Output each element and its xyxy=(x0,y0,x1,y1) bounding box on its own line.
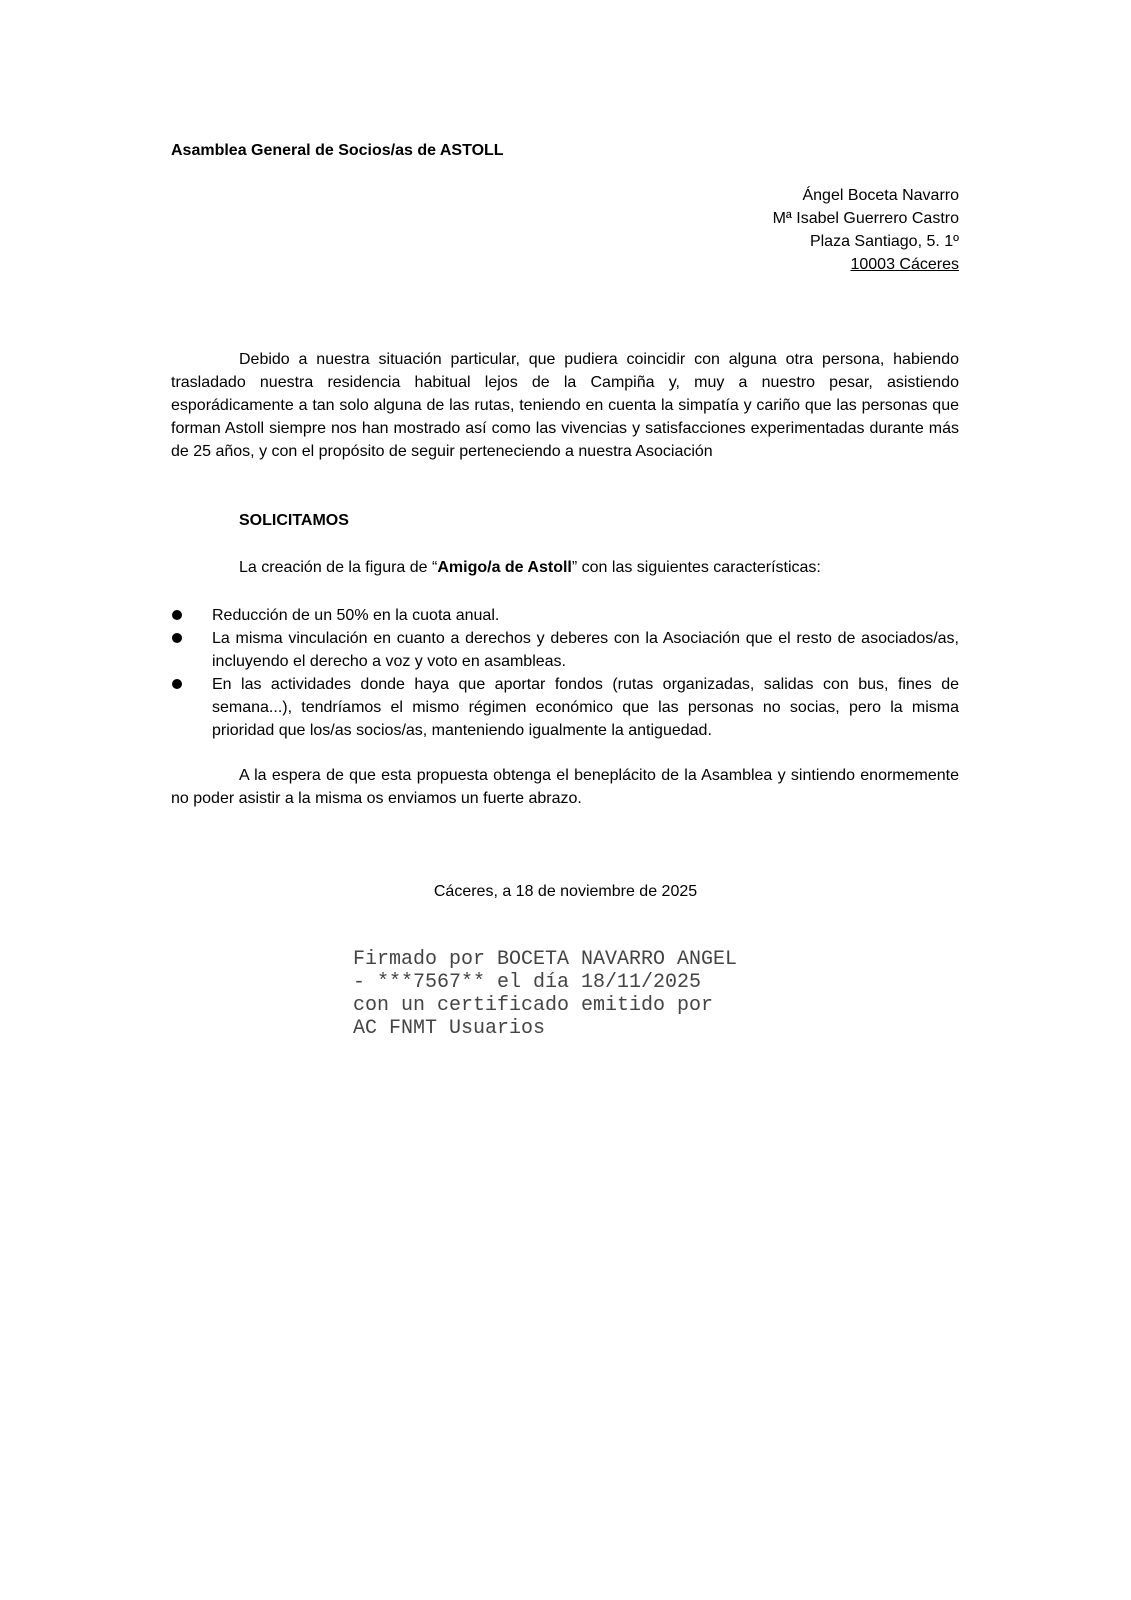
list-item-text: Reducción de un 50% en la cuota anual. xyxy=(212,607,500,624)
addressee-heading: Asamblea General de Socios/as de ASTOLL xyxy=(171,142,504,159)
request-heading: SOLICITAMOS xyxy=(239,512,349,529)
sender-name-1: Ángel Boceta Navarro xyxy=(802,187,959,204)
lead-text-before: La creación de la figura de “ xyxy=(239,559,438,576)
lead-text-after: ” con las siguientes características: xyxy=(571,559,821,576)
signature-line: Firmado por BOCETA NAVARRO ANGEL xyxy=(353,948,738,971)
signature-line: - ***7567** el día 18/11/2025 xyxy=(353,971,702,994)
bullet-dot-icon xyxy=(172,610,182,620)
bullet-dot-icon xyxy=(172,679,182,689)
sender-name-2: Mª Isabel Guerrero Castro xyxy=(772,210,959,227)
list-item xyxy=(171,604,959,627)
sender-city: 10003 Cáceres xyxy=(850,256,959,273)
bullet-dot-icon xyxy=(172,633,182,643)
sender-street: Plaza Santiago, 5. 1º xyxy=(809,233,959,250)
closing-paragraph: A la espera de que esta propuesta obtenga el beneplácito de la Asamblea y sintiendo enormemente no poder asistir a la misma os enviamos un fuerte abrazo. xyxy=(171,767,959,807)
lead-text-bold: Amigo/a de Astoll xyxy=(437,559,572,576)
request-lead-sentence xyxy=(239,556,821,579)
list-item xyxy=(171,673,959,742)
list-item-text: La misma vinculación en cuanto a derechos y deberes con la Asociación que el resto de asociados/as, incluyendo el derecho a voz y voto en asambleas. xyxy=(212,630,959,670)
intro-paragraph: Debido a nuestra situación particular, que pudiera coincidir con alguna otra persona, habiendo trasladado nuestra residencia habitual lejos de la Campiña y, muy a nuestro pesar, asistiendo esporádicamente a tan solo alguna de las rutas, teniendo en cuenta la simpatía y cariño que las personas que forman Astoll siempre nos han mostrado así como las vivencias y satisfacciones experimentadas durante más de 25 años, y con el propósito de seguir perteneciendo a nuestra Asociación xyxy=(171,351,959,460)
signature-line: con un certificado emitido por xyxy=(353,994,714,1017)
list-item xyxy=(171,627,959,673)
signature-line: AC FNMT Usuarios xyxy=(353,1017,546,1040)
digital-signature-stamp xyxy=(353,948,737,1040)
sender-address-block xyxy=(773,184,959,276)
list-item-text: En las actividades donde haya que aportar fondos (rutas organizadas, salidas con bus, fines de semana...), tendríamos el mismo régimen económico que las personas no socias, pero la misma prioridad que los/as socios/as, manteniendo igualmente la antiguedad. xyxy=(212,676,959,739)
place-and-date: Cáceres, a 18 de noviembre de 2025 xyxy=(433,883,698,900)
characteristics-list xyxy=(171,604,959,742)
